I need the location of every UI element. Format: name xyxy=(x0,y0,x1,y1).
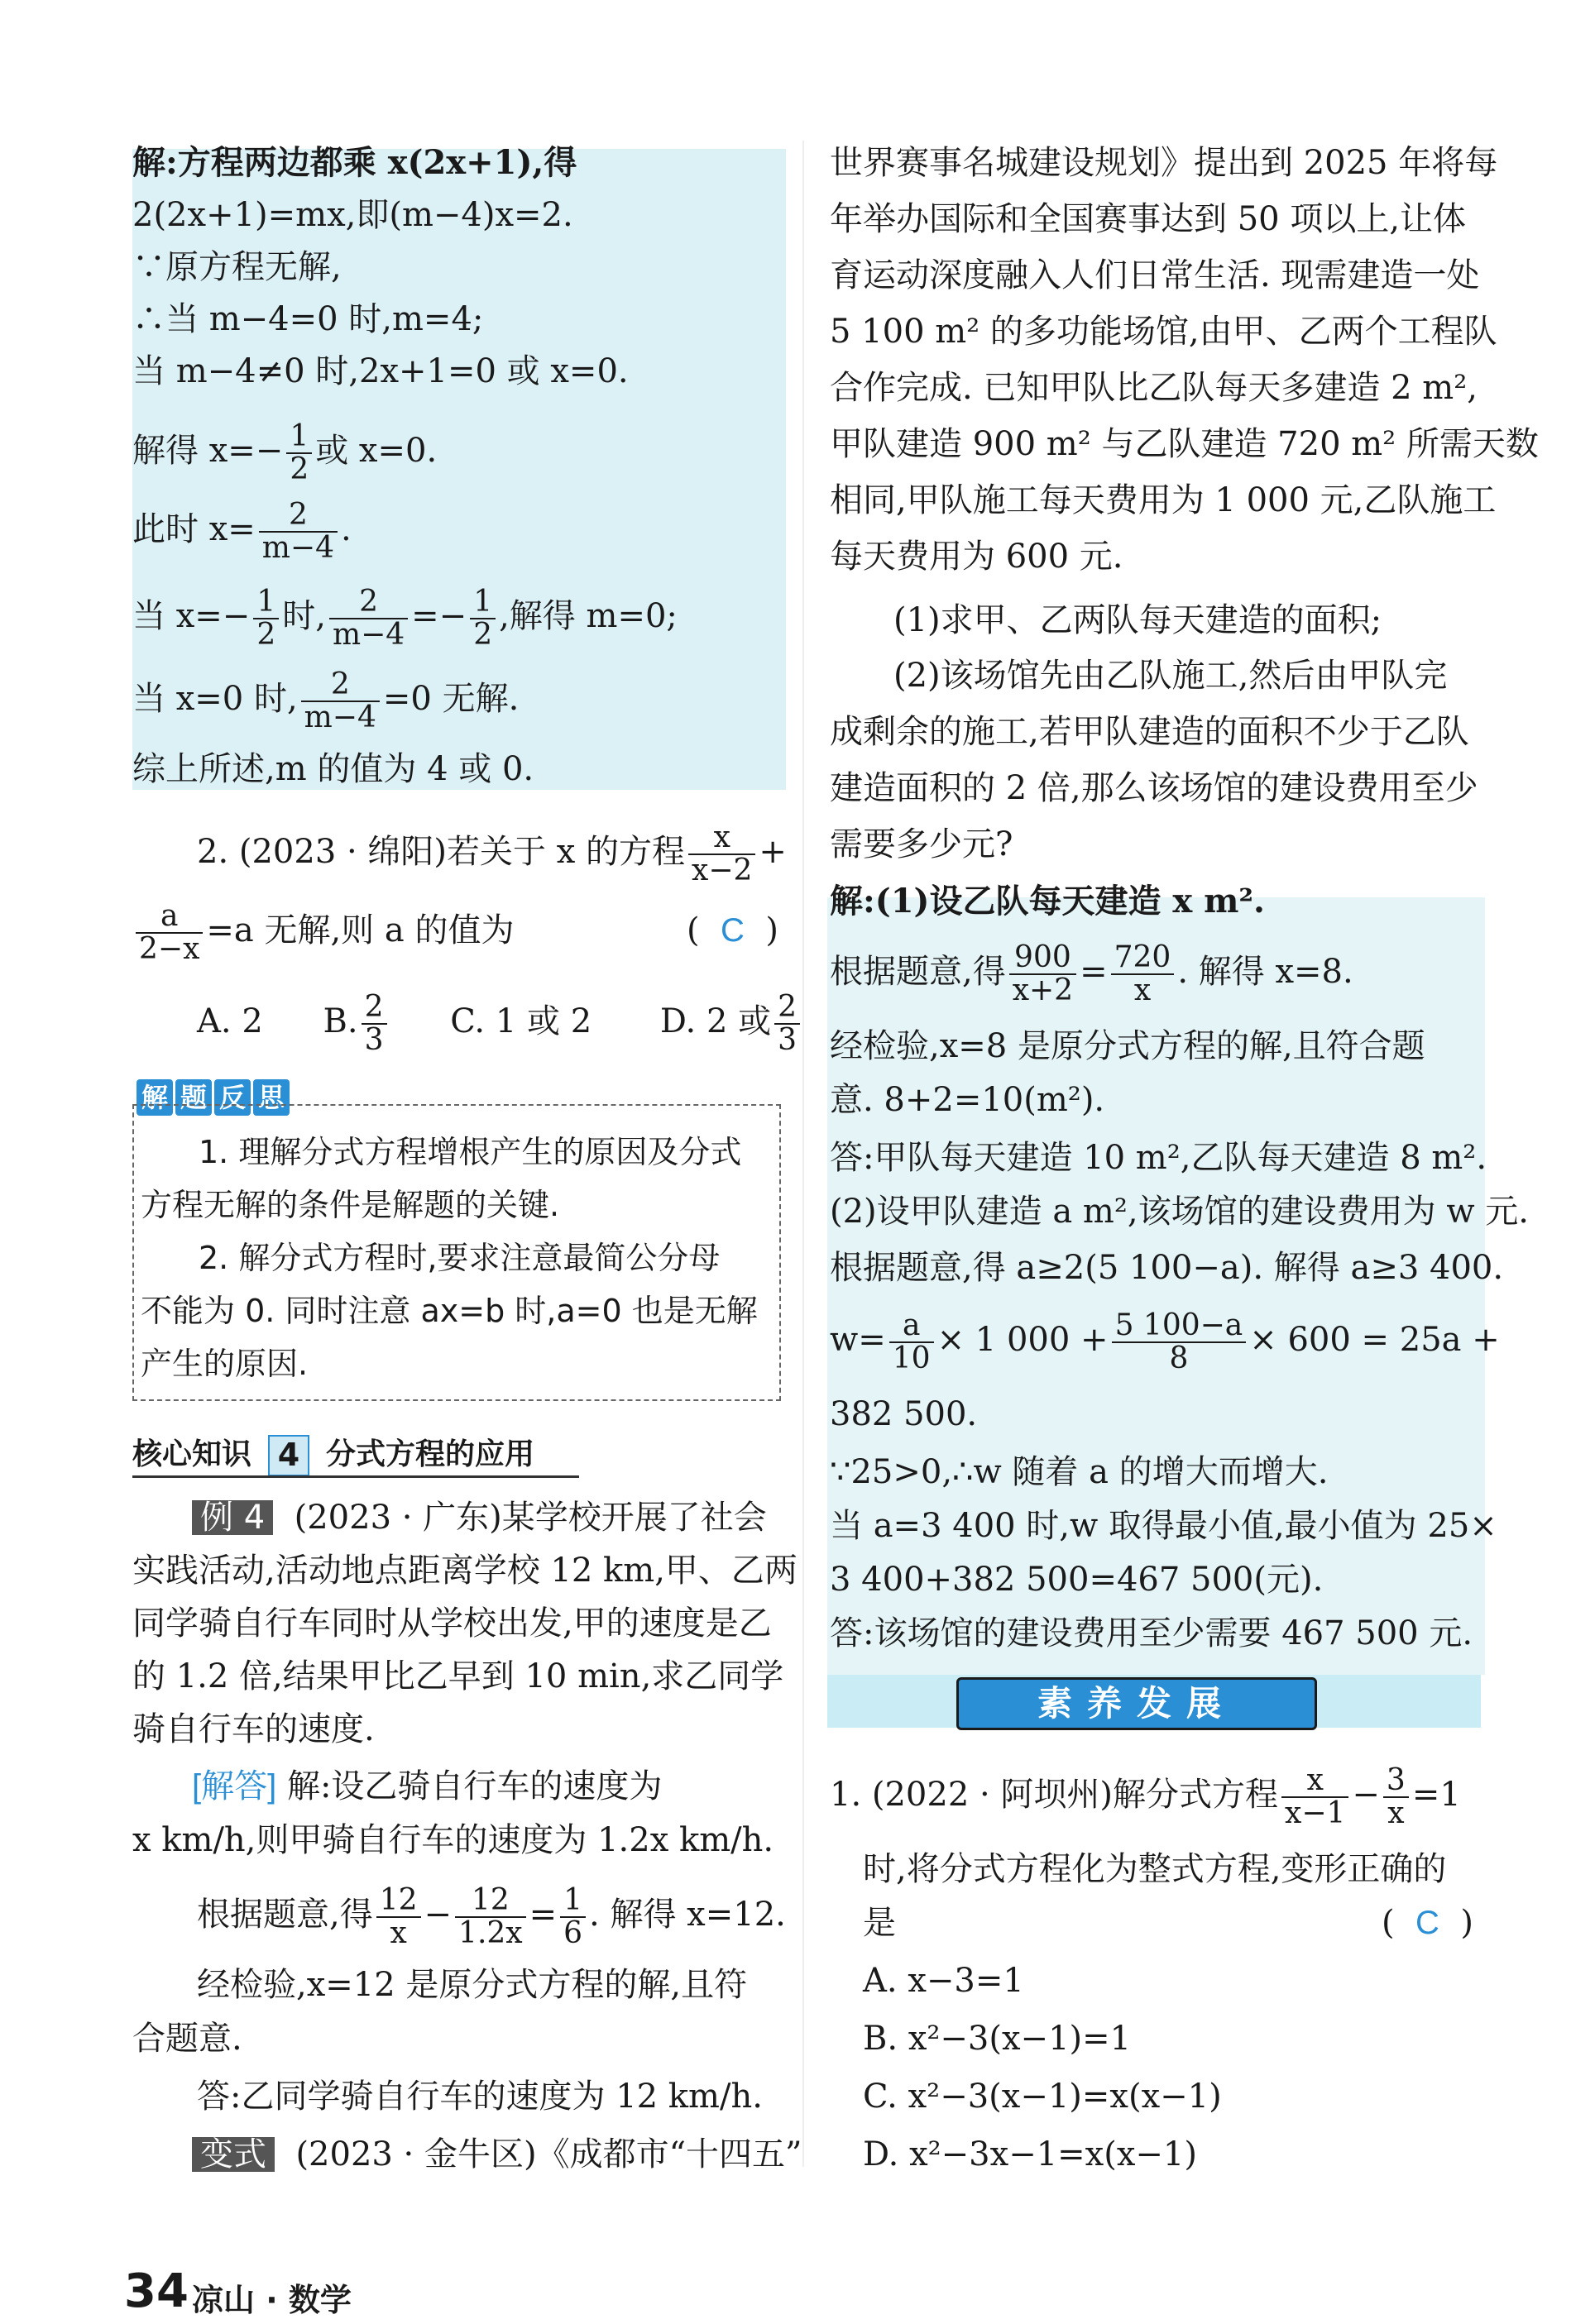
example-tag: 例 4 xyxy=(192,1500,273,1535)
example-line: 同学骑自行车同时从学校出发,甲的速度是乙 xyxy=(132,1604,772,1643)
option-a: A. x−3=1 xyxy=(863,1962,1024,2000)
question-1-stem: 1. (2022 · 阿坝州)解分式方程 $\frac{x}{x-1}$ − $\frac{3}{x}$ =1 xyxy=(830,1763,1461,1830)
example-line: 例 4 (2023 · 广东)某学校开展了社会 xyxy=(192,1497,767,1538)
solution-line: w= $\frac{a}{10}$ × 1 000 + $\frac{5 100-a}{8}$ × 600 = 25a + xyxy=(830,1308,1500,1375)
reflect-line: 方程无解的条件是解题的关键. xyxy=(141,1187,560,1223)
section-heading: 核心知识 4 分式方程的应用 xyxy=(132,1431,534,1476)
reflect-tags: 解 题 反 思 xyxy=(137,1079,292,1116)
variant-tag: 变式 xyxy=(192,2137,275,2172)
problem-line: 需要多少元? xyxy=(830,825,1013,863)
solution-line: 当 m−4≠0 时,2x+1=0 或 x=0. xyxy=(132,352,629,390)
problem-line: 成剩余的施工,若甲队建造的面积不少于乙队 xyxy=(830,713,1469,751)
solution-line: 解:方程两边都乘 x(2x+1),得 xyxy=(132,143,577,182)
question-2-stem: 2. (2023 · 绵阳)若关于 x 的方程 $\frac{x}{x-2}$ + xyxy=(197,820,787,887)
problem-line: 育运动深度融入人们日常生活. 现需建造一处 xyxy=(830,256,1480,294)
solution-line: 根据题意,得 a≥2(5 100−a). 解得 a≥3 400. xyxy=(830,1249,1504,1287)
solution-line: (2)设甲队建造 a m²,该场馆的建设费用为 w 元. xyxy=(830,1193,1529,1231)
solution-line: ∵25>0,∴w 随着 a 的增大而增大. xyxy=(830,1453,1329,1491)
heading-rule xyxy=(132,1475,579,1478)
answer-bracket: ( C ) xyxy=(1382,1904,1473,1942)
column-divider xyxy=(802,141,804,2167)
solution-line: 答:甲队每天建造 10 m²,乙队每天建造 8 m². xyxy=(830,1139,1487,1177)
example-line: 骑自行车的速度. xyxy=(132,1710,375,1748)
solution-line: 综上所述,m 的值为 4 或 0. xyxy=(132,750,534,788)
reflect-line: 1. 理解分式方程增根产生的原因及分式 xyxy=(199,1134,742,1170)
answer-choice: C xyxy=(1415,1905,1439,1941)
reflect-line: 2. 解分式方程时,要求注意最简公分母 xyxy=(199,1240,721,1276)
solution-line: 此时 x= $\frac{2}{m-4}$ . xyxy=(132,498,352,565)
page-number: 34 xyxy=(124,2264,189,2318)
question-1-stem-cont: 时,将分式方程化为整式方程,变形正确的 xyxy=(863,1850,1447,1888)
answer-line: 经检验,x=12 是原分式方程的解,且符 xyxy=(197,1966,748,2004)
answer-line: 答:乙同学骑自行车的速度为 12 km/h. xyxy=(197,2078,763,2116)
reflect-line: 不能为 0. 同时注意 ax=b 时,a=0 也是无解 xyxy=(141,1293,758,1329)
problem-line: 世界赛事名城建设规划》提出到 2025 年将每 xyxy=(830,144,1498,182)
problem-line: (1)求甲、乙两队每天建造的面积; xyxy=(893,601,1382,639)
answer-line: 根据题意,得 $\frac{12}{x}$ − $\frac{12}{1.2x}$ = $\frac{1}{6}$ . 解得 x=12. xyxy=(197,1883,786,1950)
problem-line: 建造面积的 2 倍,那么该场馆的建设费用至少 xyxy=(830,769,1478,807)
answer-tag: [解答] xyxy=(192,1768,277,1805)
problem-line: 年举办国际和全国赛事达到 50 项以上,让体 xyxy=(830,200,1467,238)
reflect-line: 产生的原因. xyxy=(141,1346,309,1382)
option-c: C. x²−3(x−1)=x(x−1) xyxy=(863,2078,1222,2116)
fraction: $\frac{2}{m-4}$ xyxy=(259,500,338,564)
solution-line: 382 500. xyxy=(830,1395,978,1433)
solution-line: 当 a=3 400 时,w 取得最小值,最小值为 25× xyxy=(830,1507,1497,1545)
fraction: $\frac{1}{2}$ xyxy=(286,421,312,485)
example-line: 实践活动,活动地点距离学校 12 km,甲、乙两 xyxy=(132,1552,798,1590)
section-number: 4 xyxy=(268,1435,309,1476)
solution-line: 解:(1)设乙队每天建造 x m². xyxy=(830,882,1265,921)
solution-line: 当 x=− $\frac{1}{2}$ 时, $\frac{2}{m-4}$ =− $\frac{1}{2}$ ,解得 m=0; xyxy=(132,585,678,652)
solution-line: ∵原方程无解, xyxy=(132,248,342,286)
solution-line: 根据题意,得 $\frac{900}{x+2}$ = $\frac{720}{x}$ . 解得 x=8. xyxy=(830,940,1353,1007)
answer-line: x km/h,则甲骑自行车的速度为 1.2x km/h. xyxy=(132,1821,774,1859)
solution-line: 解得 x=− $\frac{1}{2}$ 或 x=0. xyxy=(132,419,438,486)
solution-line: ∴当 m−4=0 时,m=4; xyxy=(132,300,484,338)
solution-line: 经检验,x=8 是原分式方程的解,且符合题 xyxy=(830,1027,1425,1065)
problem-line: (2)该场馆先由乙队施工,然后由甲队完 xyxy=(893,657,1448,695)
banner-title: 素养发展 xyxy=(956,1677,1317,1730)
option-d: D. x²−3x−1=x(x−1) xyxy=(863,2135,1197,2173)
answer-bracket: ( C ) xyxy=(687,911,778,949)
answer-choice: C xyxy=(721,912,745,949)
solution-line: 意. 8+2=10(m²). xyxy=(830,1081,1105,1119)
solution-line: 2(2x+1)=mx,即(m−4)x=2. xyxy=(132,196,573,234)
solution-line: 当 x=0 时, $\frac{2}{m-4}$ =0 无解. xyxy=(132,667,520,734)
problem-line: 5 100 m² 的多功能场馆,由甲、乙两个工程队 xyxy=(830,313,1497,351)
question-1-stem-cont: 是 xyxy=(863,1904,896,1942)
variant-line: 变式 (2023 · 金牛区)《成都市“十四五” xyxy=(192,2134,802,2175)
answer-line: [解答] 解:设乙骑自行车的速度为 xyxy=(192,1767,663,1805)
solution-line: 3 400+382 500=467 500(元). xyxy=(830,1561,1324,1599)
answer-line: 合题意. xyxy=(132,2020,242,2058)
problem-line: 相同,甲队施工每天费用为 1 000 元,乙队施工 xyxy=(830,481,1497,519)
question-2-options: A. 2 B. $\frac{2}{3}$ C. 1 或 2 D. 2 或 $\frac{2}{3}$ xyxy=(197,984,803,1059)
option-b: B. x²−3(x−1)=1 xyxy=(863,2020,1132,2058)
question-2-stem-cont: $\frac{a}{2-x}$ =a 无解,则 a 的值为 xyxy=(132,893,514,968)
problem-line: 每天费用为 600 元. xyxy=(830,538,1123,576)
page-title: 凉山 · 数学 xyxy=(192,2282,352,2318)
solution-line: 答:该场馆的建设费用至少需要 467 500 元. xyxy=(830,1614,1473,1652)
example-line: 的 1.2 倍,结果甲比乙早到 10 min,求乙同学 xyxy=(132,1657,784,1695)
problem-line: 合作完成. 已知甲队比乙队每天多建造 2 m², xyxy=(830,369,1478,407)
problem-line: 甲队建造 900 m² 与乙队建造 720 m² 所需天数 xyxy=(830,425,1539,463)
